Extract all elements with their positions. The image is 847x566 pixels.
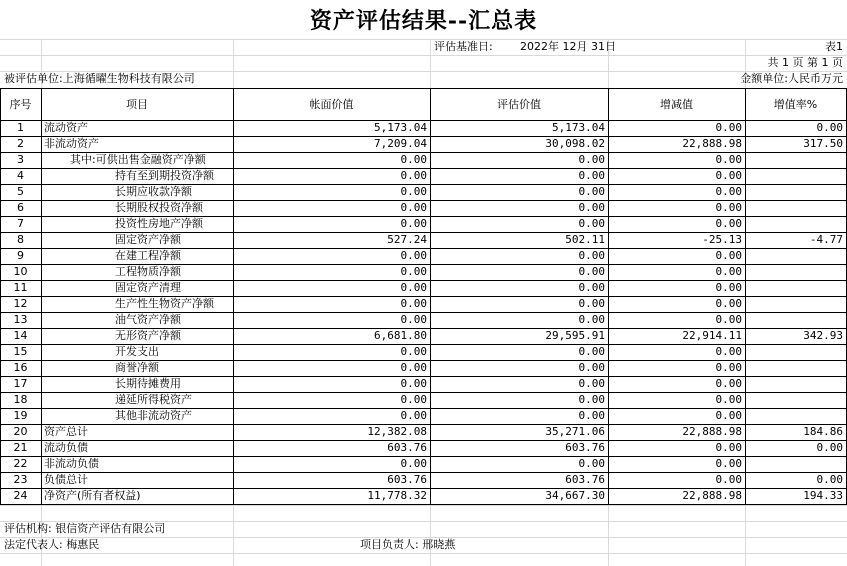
entity-name: 被评估单位:上海循曜生物科技有限公司 xyxy=(4,72,195,85)
table-row xyxy=(0,217,847,233)
row-rate xyxy=(745,200,846,216)
row-change: 22,888.98 xyxy=(682,425,742,438)
row-appraised-value: 5,173.04 xyxy=(552,121,605,134)
row-seq: 5 xyxy=(17,185,24,198)
header-rate: 增值率% xyxy=(773,98,818,111)
row-item: 其中:可供出售金融资产净额 xyxy=(70,153,206,166)
header-item: 项目 xyxy=(126,98,148,111)
table-row xyxy=(0,201,847,217)
row-book-value: 0.00 xyxy=(400,345,427,358)
row-rate xyxy=(745,216,846,232)
row-seq: 1 xyxy=(17,121,24,134)
row-item: 长期应收款净额 xyxy=(115,185,192,198)
row-appraised-value: 0.00 xyxy=(578,457,605,470)
row-item: 长期待摊费用 xyxy=(115,377,181,390)
row-book-value: 0.00 xyxy=(400,217,427,230)
table-row xyxy=(0,377,847,393)
row-rate xyxy=(745,408,846,424)
row-appraised-value: 0.00 xyxy=(578,169,605,182)
row-change: 0.00 xyxy=(715,217,742,230)
table-row xyxy=(0,153,847,169)
table-row xyxy=(0,473,847,489)
grid-line xyxy=(0,39,847,40)
row-seq: 10 xyxy=(13,265,28,278)
row-item: 投资性房地产净额 xyxy=(115,217,203,230)
row-rate xyxy=(745,168,846,184)
row-appraised-value: 0.00 xyxy=(578,217,605,230)
row-seq: 15 xyxy=(13,345,28,358)
sheet-number: 表1 xyxy=(825,40,843,53)
row-appraised-value: 0.00 xyxy=(578,265,605,278)
row-change: -25.13 xyxy=(702,233,742,246)
table-row xyxy=(0,441,847,457)
row-change: 0.00 xyxy=(715,249,742,262)
row-seq: 11 xyxy=(13,281,28,294)
table-row xyxy=(0,249,847,265)
row-book-value: 0.00 xyxy=(400,457,427,470)
row-change: 0.00 xyxy=(715,377,742,390)
row-appraised-value: 30,098.02 xyxy=(545,137,605,150)
grid-line xyxy=(430,39,431,88)
row-change: 0.00 xyxy=(715,409,742,422)
row-change: 0.00 xyxy=(715,297,742,310)
row-appraised-value: 0.00 xyxy=(578,361,605,374)
header-appraised-value: 评估价值 xyxy=(497,98,541,111)
row-seq: 14 xyxy=(13,329,28,342)
grid-line xyxy=(745,505,746,566)
grid-line xyxy=(430,505,431,566)
footer-agency: 评估机构: 银信资产评估有限公司 xyxy=(4,522,166,535)
row-seq: 12 xyxy=(13,297,28,310)
grid-line xyxy=(233,39,234,88)
grid-line xyxy=(608,505,609,566)
row-appraised-value: 0.00 xyxy=(578,393,605,406)
table-row xyxy=(0,345,847,361)
row-appraised-value: 0.00 xyxy=(578,185,605,198)
row-change: 0.00 xyxy=(715,281,742,294)
row-item: 负债总计 xyxy=(44,473,88,486)
row-book-value: 11,778.32 xyxy=(367,489,427,502)
row-appraised-value: 0.00 xyxy=(578,313,605,326)
row-seq: 4 xyxy=(17,169,24,182)
table-row xyxy=(0,313,847,329)
row-rate xyxy=(745,344,846,360)
row-seq: 19 xyxy=(13,409,28,422)
row-change: 0.00 xyxy=(715,265,742,278)
row-change: 0.00 xyxy=(715,345,742,358)
row-book-value: 603.76 xyxy=(387,441,427,454)
row-change: 22,888.98 xyxy=(682,489,742,502)
row-appraised-value: 502.11 xyxy=(565,233,605,246)
table-row xyxy=(0,233,847,249)
row-book-value: 12,382.08 xyxy=(367,425,427,438)
row-seq: 24 xyxy=(13,489,28,502)
row-change: 0.00 xyxy=(715,457,742,470)
row-seq: 8 xyxy=(17,233,24,246)
table-row xyxy=(0,137,847,153)
row-item: 在建工程净额 xyxy=(115,249,181,262)
grid-line xyxy=(0,505,847,506)
row-rate: 0.00 xyxy=(816,441,843,454)
table-row xyxy=(0,281,847,297)
row-item: 商誉净额 xyxy=(115,361,159,374)
page-info: 共 1 页 第 1 页 xyxy=(767,56,843,69)
row-book-value: 0.00 xyxy=(400,249,427,262)
row-item: 开发支出 xyxy=(115,345,159,358)
row-rate xyxy=(745,456,846,472)
row-change: 0.00 xyxy=(715,441,742,454)
row-change: 0.00 xyxy=(715,153,742,166)
row-book-value: 0.00 xyxy=(400,313,427,326)
row-appraised-value: 603.76 xyxy=(565,441,605,454)
row-appraised-value: 0.00 xyxy=(578,345,605,358)
row-seq: 6 xyxy=(17,201,24,214)
row-book-value: 0.00 xyxy=(400,393,427,406)
table-row xyxy=(0,265,847,281)
row-appraised-value: 0.00 xyxy=(578,377,605,390)
row-seq: 23 xyxy=(13,473,28,486)
row-rate xyxy=(745,360,846,376)
row-item: 资产总计 xyxy=(44,425,88,438)
row-book-value: 603.76 xyxy=(387,473,427,486)
row-change: 0.00 xyxy=(715,361,742,374)
row-item: 流动资产 xyxy=(44,121,88,134)
row-rate xyxy=(745,296,846,312)
row-appraised-value: 603.76 xyxy=(565,473,605,486)
table-row xyxy=(0,169,847,185)
row-item: 工程物质净额 xyxy=(115,265,181,278)
row-seq: 2 xyxy=(17,137,24,150)
row-rate: 184.86 xyxy=(803,425,843,438)
row-change: 0.00 xyxy=(715,185,742,198)
row-book-value: 0.00 xyxy=(400,409,427,422)
row-item: 非流动资产 xyxy=(44,137,99,150)
row-appraised-value: 0.00 xyxy=(578,201,605,214)
row-rate: 317.50 xyxy=(803,137,843,150)
row-item: 净资产(所有者权益) xyxy=(44,489,141,502)
table-row xyxy=(0,393,847,409)
row-book-value: 0.00 xyxy=(400,185,427,198)
table-row xyxy=(0,489,847,505)
row-seq: 20 xyxy=(13,425,28,438)
row-book-value: 0.00 xyxy=(400,297,427,310)
row-rate: 194.33 xyxy=(803,489,843,502)
row-change: 0.00 xyxy=(715,121,742,134)
row-appraised-value: 0.00 xyxy=(578,409,605,422)
row-change: 22,914.11 xyxy=(682,329,742,342)
table-row xyxy=(0,457,847,473)
row-book-value: 0.00 xyxy=(400,361,427,374)
table-row xyxy=(0,329,847,345)
row-seq: 17 xyxy=(13,377,28,390)
row-item: 固定资产清理 xyxy=(115,281,181,294)
table-row xyxy=(0,361,847,377)
row-item: 递延所得税资产 xyxy=(115,393,192,406)
grid-line xyxy=(0,553,847,554)
row-seq: 3 xyxy=(17,153,24,166)
row-rate: -4.77 xyxy=(809,233,843,246)
base-date-label: 评估基准日: xyxy=(434,40,493,53)
row-rate: 0.00 xyxy=(816,473,843,486)
row-item: 流动负债 xyxy=(44,441,88,454)
table-row xyxy=(0,409,847,425)
row-change: 0.00 xyxy=(715,201,742,214)
grid-line xyxy=(233,505,234,566)
row-book-value: 527.24 xyxy=(387,233,427,246)
row-book-value: 0.00 xyxy=(400,169,427,182)
row-change: 0.00 xyxy=(715,473,742,486)
footer-project-lead: 项目负责人: 邢晓燕 xyxy=(360,538,456,551)
base-date-value: 2022年 12月 31日 xyxy=(520,40,616,53)
table-row xyxy=(0,185,847,201)
row-seq: 16 xyxy=(13,361,28,374)
row-book-value: 5,173.04 xyxy=(374,121,427,134)
header-seq: 序号 xyxy=(9,98,32,111)
row-item: 油气资产净额 xyxy=(115,313,181,326)
row-seq: 13 xyxy=(13,313,28,326)
row-appraised-value: 29,595.91 xyxy=(545,329,605,342)
row-appraised-value: 0.00 xyxy=(578,249,605,262)
row-item: 非流动负债 xyxy=(44,457,99,470)
row-rate xyxy=(745,376,846,392)
row-rate: 0.00 xyxy=(816,121,843,134)
footer-legal-rep: 法定代表人: 梅惠民 xyxy=(4,538,100,551)
row-rate xyxy=(745,280,846,296)
header-book-value: 帐面价值 xyxy=(309,98,354,111)
row-book-value: 6,681.80 xyxy=(374,329,427,342)
row-book-value: 0.00 xyxy=(400,153,427,166)
page-title: 资产评估结果--汇总表 xyxy=(309,8,538,34)
row-item: 固定资产净额 xyxy=(115,233,181,246)
header-change: 增减值 xyxy=(660,98,693,111)
row-rate xyxy=(745,392,846,408)
row-rate xyxy=(745,184,846,200)
row-book-value: 0.00 xyxy=(400,201,427,214)
row-item: 长期股权投资净额 xyxy=(115,201,203,214)
row-book-value: 0.00 xyxy=(400,377,427,390)
row-appraised-value: 0.00 xyxy=(578,297,605,310)
row-rate: 342.93 xyxy=(803,329,843,342)
row-book-value: 0.00 xyxy=(400,281,427,294)
row-item: 持有至到期投资净额 xyxy=(115,169,214,182)
row-item: 无形资产净额 xyxy=(115,329,181,342)
row-appraised-value: 0.00 xyxy=(578,153,605,166)
row-item: 生产性生物资产净额 xyxy=(115,297,214,310)
currency-unit: 金额单位:人民币万元 xyxy=(740,72,843,85)
row-change: 0.00 xyxy=(715,169,742,182)
table-row xyxy=(0,425,847,441)
row-book-value: 0.00 xyxy=(400,265,427,278)
row-change: 22,888.98 xyxy=(682,137,742,150)
row-book-value: 7,209.04 xyxy=(374,137,427,150)
row-rate xyxy=(745,312,846,328)
row-seq: 9 xyxy=(17,249,24,262)
row-seq: 18 xyxy=(13,393,28,406)
row-rate xyxy=(745,264,846,280)
table-row xyxy=(0,297,847,313)
row-seq: 21 xyxy=(13,441,28,454)
row-appraised-value: 35,271.06 xyxy=(545,425,605,438)
grid-line xyxy=(0,55,847,56)
row-seq: 7 xyxy=(17,217,24,230)
table-row xyxy=(0,121,847,137)
row-item: 其他非流动资产 xyxy=(115,409,192,422)
row-appraised-value: 34,667.30 xyxy=(545,489,605,502)
row-change: 0.00 xyxy=(715,313,742,326)
row-appraised-value: 0.00 xyxy=(578,281,605,294)
row-rate xyxy=(745,248,846,264)
row-rate xyxy=(745,152,846,168)
row-change: 0.00 xyxy=(715,393,742,406)
row-seq: 22 xyxy=(13,457,28,470)
